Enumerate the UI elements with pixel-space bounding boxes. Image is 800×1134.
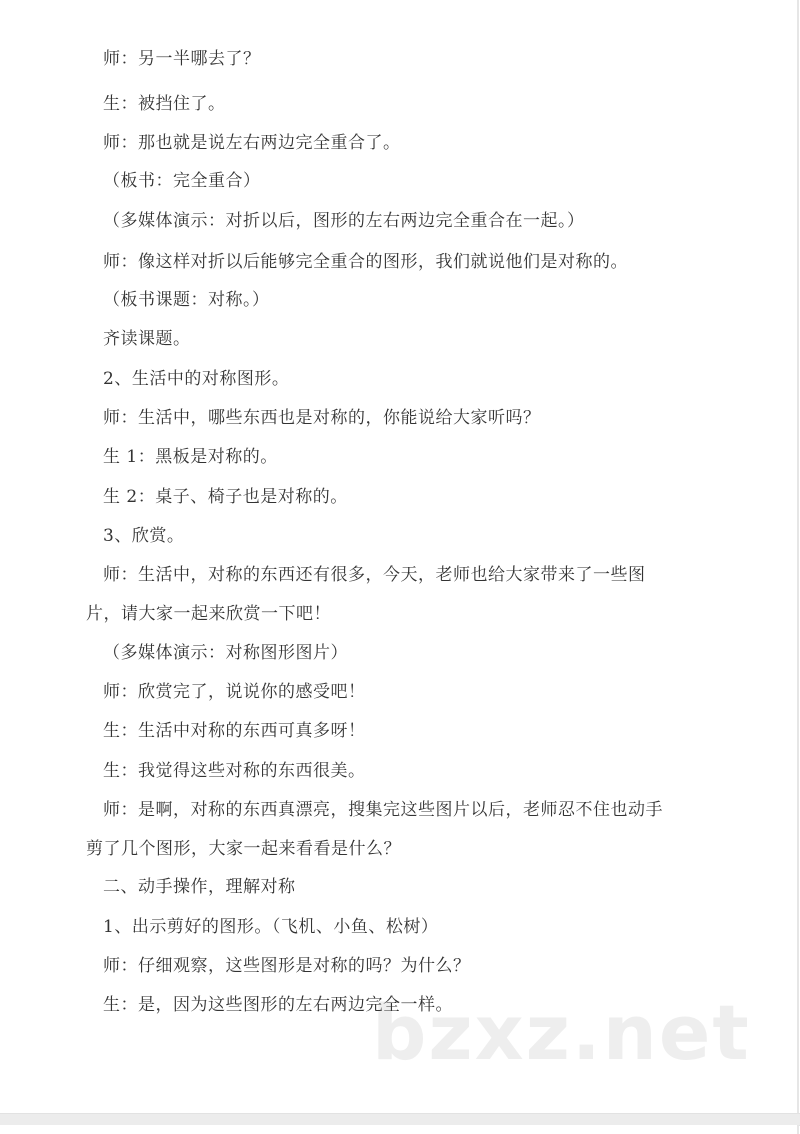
next-page-top-edge [0, 1125, 799, 1134]
paragraph-line: 3、欣赏。 [103, 526, 185, 546]
paragraph-line: 齐读课题。 [103, 329, 191, 349]
paragraph-line: 二、动手操作，理解对称 [103, 877, 296, 897]
paragraph-line: （板书课题：对称。） [103, 290, 270, 310]
paragraph-line: 片，请大家一起来欣赏一下吧！ [86, 604, 331, 624]
paragraph-line: 生 2：桌子、椅子也是对称的。 [103, 487, 348, 507]
paragraph-line: 2、生活中的对称图形。 [103, 369, 290, 389]
paragraph-line: 师：像这样对折以后能够完全重合的图形，我们就说他们是对称的。 [103, 252, 628, 272]
paragraph-line: 师：生活中，哪些东西也是对称的，你能说给大家听吗？ [103, 408, 541, 428]
paragraph-line: 生：我觉得这些对称的东西很美。 [103, 761, 366, 781]
paragraph-line: 师：那也就是说左右两边完全重合了。 [103, 133, 401, 153]
paragraph-line: 1、出示剪好的图形。（飞机、小鱼、松树） [103, 917, 439, 937]
paragraph-line: （多媒体演示：对折以后，图形的左右两边完全重合在一起。） [103, 211, 585, 231]
paragraph-line: 生：生活中对称的东西可真多呀！ [103, 721, 366, 741]
paragraph-line: 师：欣赏完了，说说你的感受吧！ [103, 682, 366, 702]
paragraph-line: （板书：完全重合） [103, 171, 261, 191]
paragraph-line: 师：仔细观察，这些图形是对称的吗？为什么？ [103, 956, 471, 976]
paragraph-line: 生：是，因为这些图形的左右两边完全一样。 [103, 995, 453, 1015]
paragraph-line: 生：被挡住了。 [103, 94, 226, 114]
watermark: bzxz.net [372, 988, 751, 1077]
paragraph-line: 师：生活中，对称的东西还有很多，今天，老师也给大家带来了一些图 [103, 565, 646, 585]
paragraph-line: 师：另一半哪去了？ [103, 49, 261, 69]
paragraph-line: 师：是啊，对称的东西真漂亮，搜集完这些图片以后，老师忍不住也动手 [103, 800, 663, 820]
paragraph-line: 生 1：黑板是对称的。 [103, 447, 278, 467]
paragraph-line: 剪了几个图形，大家一起来看看是什么？ [86, 839, 401, 859]
paragraph-line: （多媒体演示：对称图形图片） [103, 643, 348, 663]
